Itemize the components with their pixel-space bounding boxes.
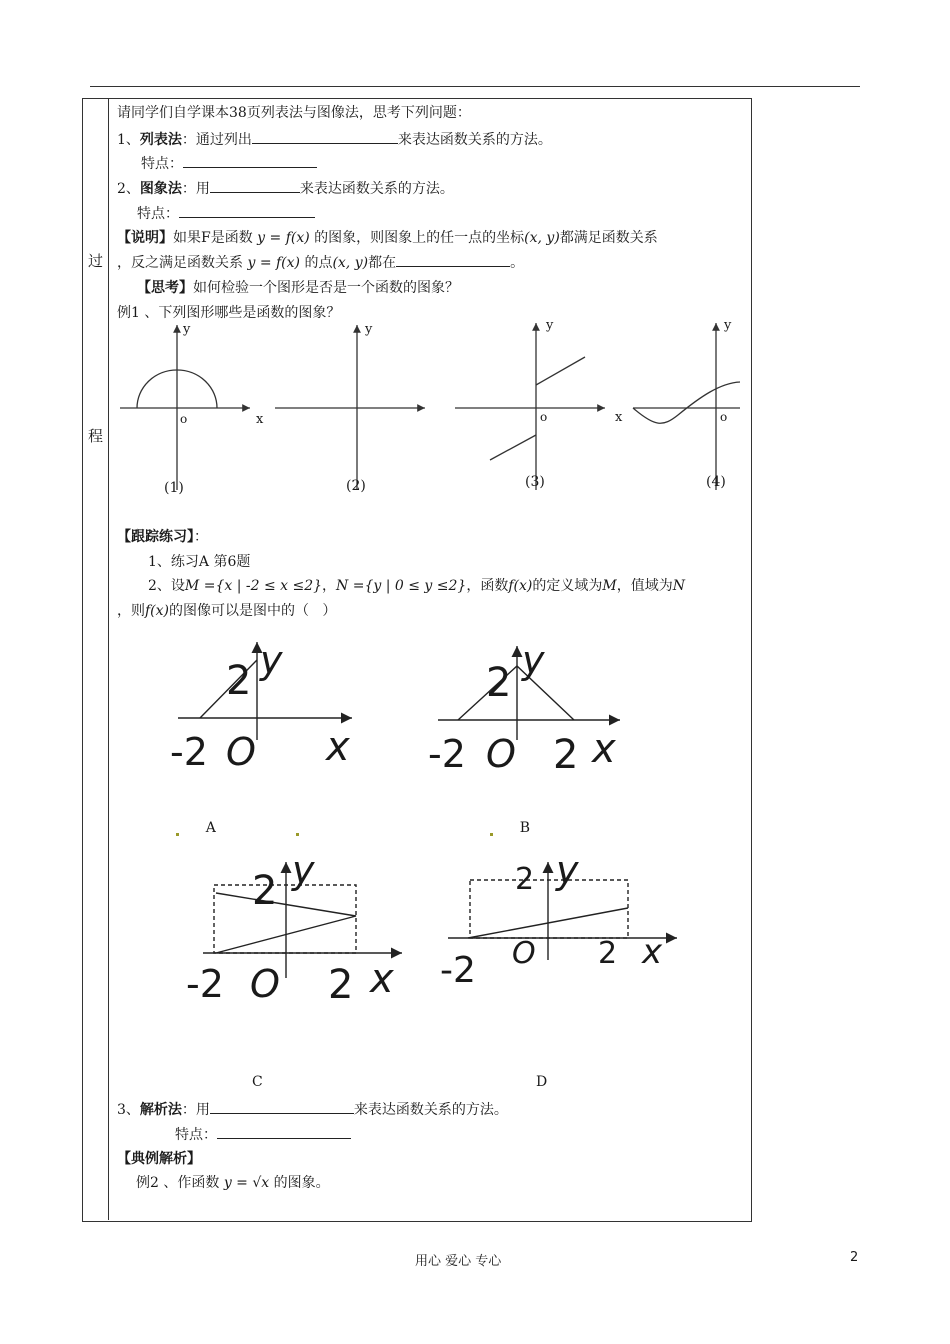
optC-x: x [370, 956, 394, 1002]
typical-heading: 【典例解析】 [117, 1151, 201, 1167]
feature3-line: 特点： [175, 1124, 351, 1144]
method3-line: 3、解析法：用 来表达函数关系的方法。 [117, 1099, 508, 1119]
side-label-cheng: 程 [88, 427, 104, 445]
optB-y: y [522, 638, 545, 682]
fig1-x2: x [615, 410, 623, 425]
fig1-y1: y [365, 322, 373, 337]
optB-label: B [490, 820, 530, 836]
optB-x: x [592, 726, 616, 772]
fig1-y0: y [183, 322, 191, 337]
fig1-label-2: (2) [346, 478, 366, 494]
blank [179, 203, 315, 218]
optD-origin: O [512, 936, 536, 971]
fig1-label-1: (1) [164, 480, 184, 496]
fig1-x0: x [256, 412, 264, 427]
intro-text: 请同学们自学课本38页列表法与图像法，思考下列问题： [117, 105, 471, 121]
optA-origin: O [226, 730, 256, 774]
optD-label: D [536, 1074, 548, 1090]
note-line1: 【说明】如果F是函数 y = f(x) 的图象，则图象上的任一点的坐标(x, y)都满足函数关系 [117, 230, 658, 246]
think-line: 【思考】如何检验一个图形是否是一个函数的图象？ [137, 280, 459, 296]
header-rule [90, 86, 860, 87]
practice-item2-line2: ，则f(x)的图像可以是图中的（ ） [117, 603, 337, 619]
footer-motto: 用心 爱心 专心 [415, 1254, 502, 1269]
blank [210, 178, 300, 193]
optB-neg2: -2 [428, 732, 466, 776]
blank [183, 153, 317, 168]
fig1-label-4: (4) [706, 474, 726, 490]
optC-label: C [252, 1074, 263, 1090]
fig1-o0: o [180, 412, 188, 426]
fig1-label-3: (3) [525, 474, 545, 490]
optB-two: 2 [486, 660, 512, 706]
optC-neg2: -2 [186, 962, 224, 1006]
blank [252, 129, 398, 144]
fig1-o2: o [540, 410, 548, 424]
optA-two: 2 [226, 658, 252, 704]
optD-two: 2 [515, 862, 535, 897]
optC-origin: O [250, 962, 280, 1006]
optC-two: 2 [252, 868, 278, 914]
note-line2: ，反之满足函数关系 y = f(x) 的点(x, y)都在 。 [117, 252, 524, 272]
optC-two-x: 2 [328, 962, 354, 1008]
blank [396, 252, 510, 267]
side-label-guo: 过 [88, 252, 104, 270]
example1-figures [115, 315, 750, 505]
blank [217, 1124, 351, 1139]
optD-two-x: 2 [598, 936, 618, 971]
example2-line: 例2 、作函数 y = √x 的图象。 [136, 1175, 330, 1191]
optA-label: A [176, 820, 299, 836]
fig1-o3: o [720, 410, 728, 424]
optA-x: x [326, 724, 350, 770]
blank [210, 1099, 354, 1114]
optA-neg2: -2 [170, 730, 208, 774]
method2-line: 2、图象法：用 来表达函数关系的方法。 [117, 178, 454, 198]
fig1-y2: y [546, 318, 554, 333]
optB-origin: O [486, 732, 516, 776]
method1-line: 1、列表法：通过列出 来表达函数关系的方法。 [117, 129, 552, 149]
practice-item1: 1、练习A 第6题 [148, 554, 251, 570]
fig1-y3: y [724, 318, 732, 333]
optD-neg2: -2 [440, 950, 476, 991]
practice-heading: 【跟踪练习】： [117, 529, 208, 545]
optC-y: y [292, 848, 315, 892]
example1-line: 例1 、下列图形哪些是函数的图象？ [117, 305, 341, 321]
feature1-line: 特点： [141, 153, 317, 173]
optB-two-x: 2 [553, 732, 579, 778]
practice-item2-line1: 2、设M ={x | -2 ≤ x ≤2}，N ={y | 0 ≤ y ≤2}，函数f(x)的定义域为M，值域为N [148, 578, 685, 594]
feature2-line: 特点： [137, 203, 315, 223]
optA-y: y [260, 638, 283, 682]
optD-x: x [642, 932, 663, 972]
optD-y: y [556, 848, 579, 892]
page-number: 2 [850, 1250, 859, 1265]
